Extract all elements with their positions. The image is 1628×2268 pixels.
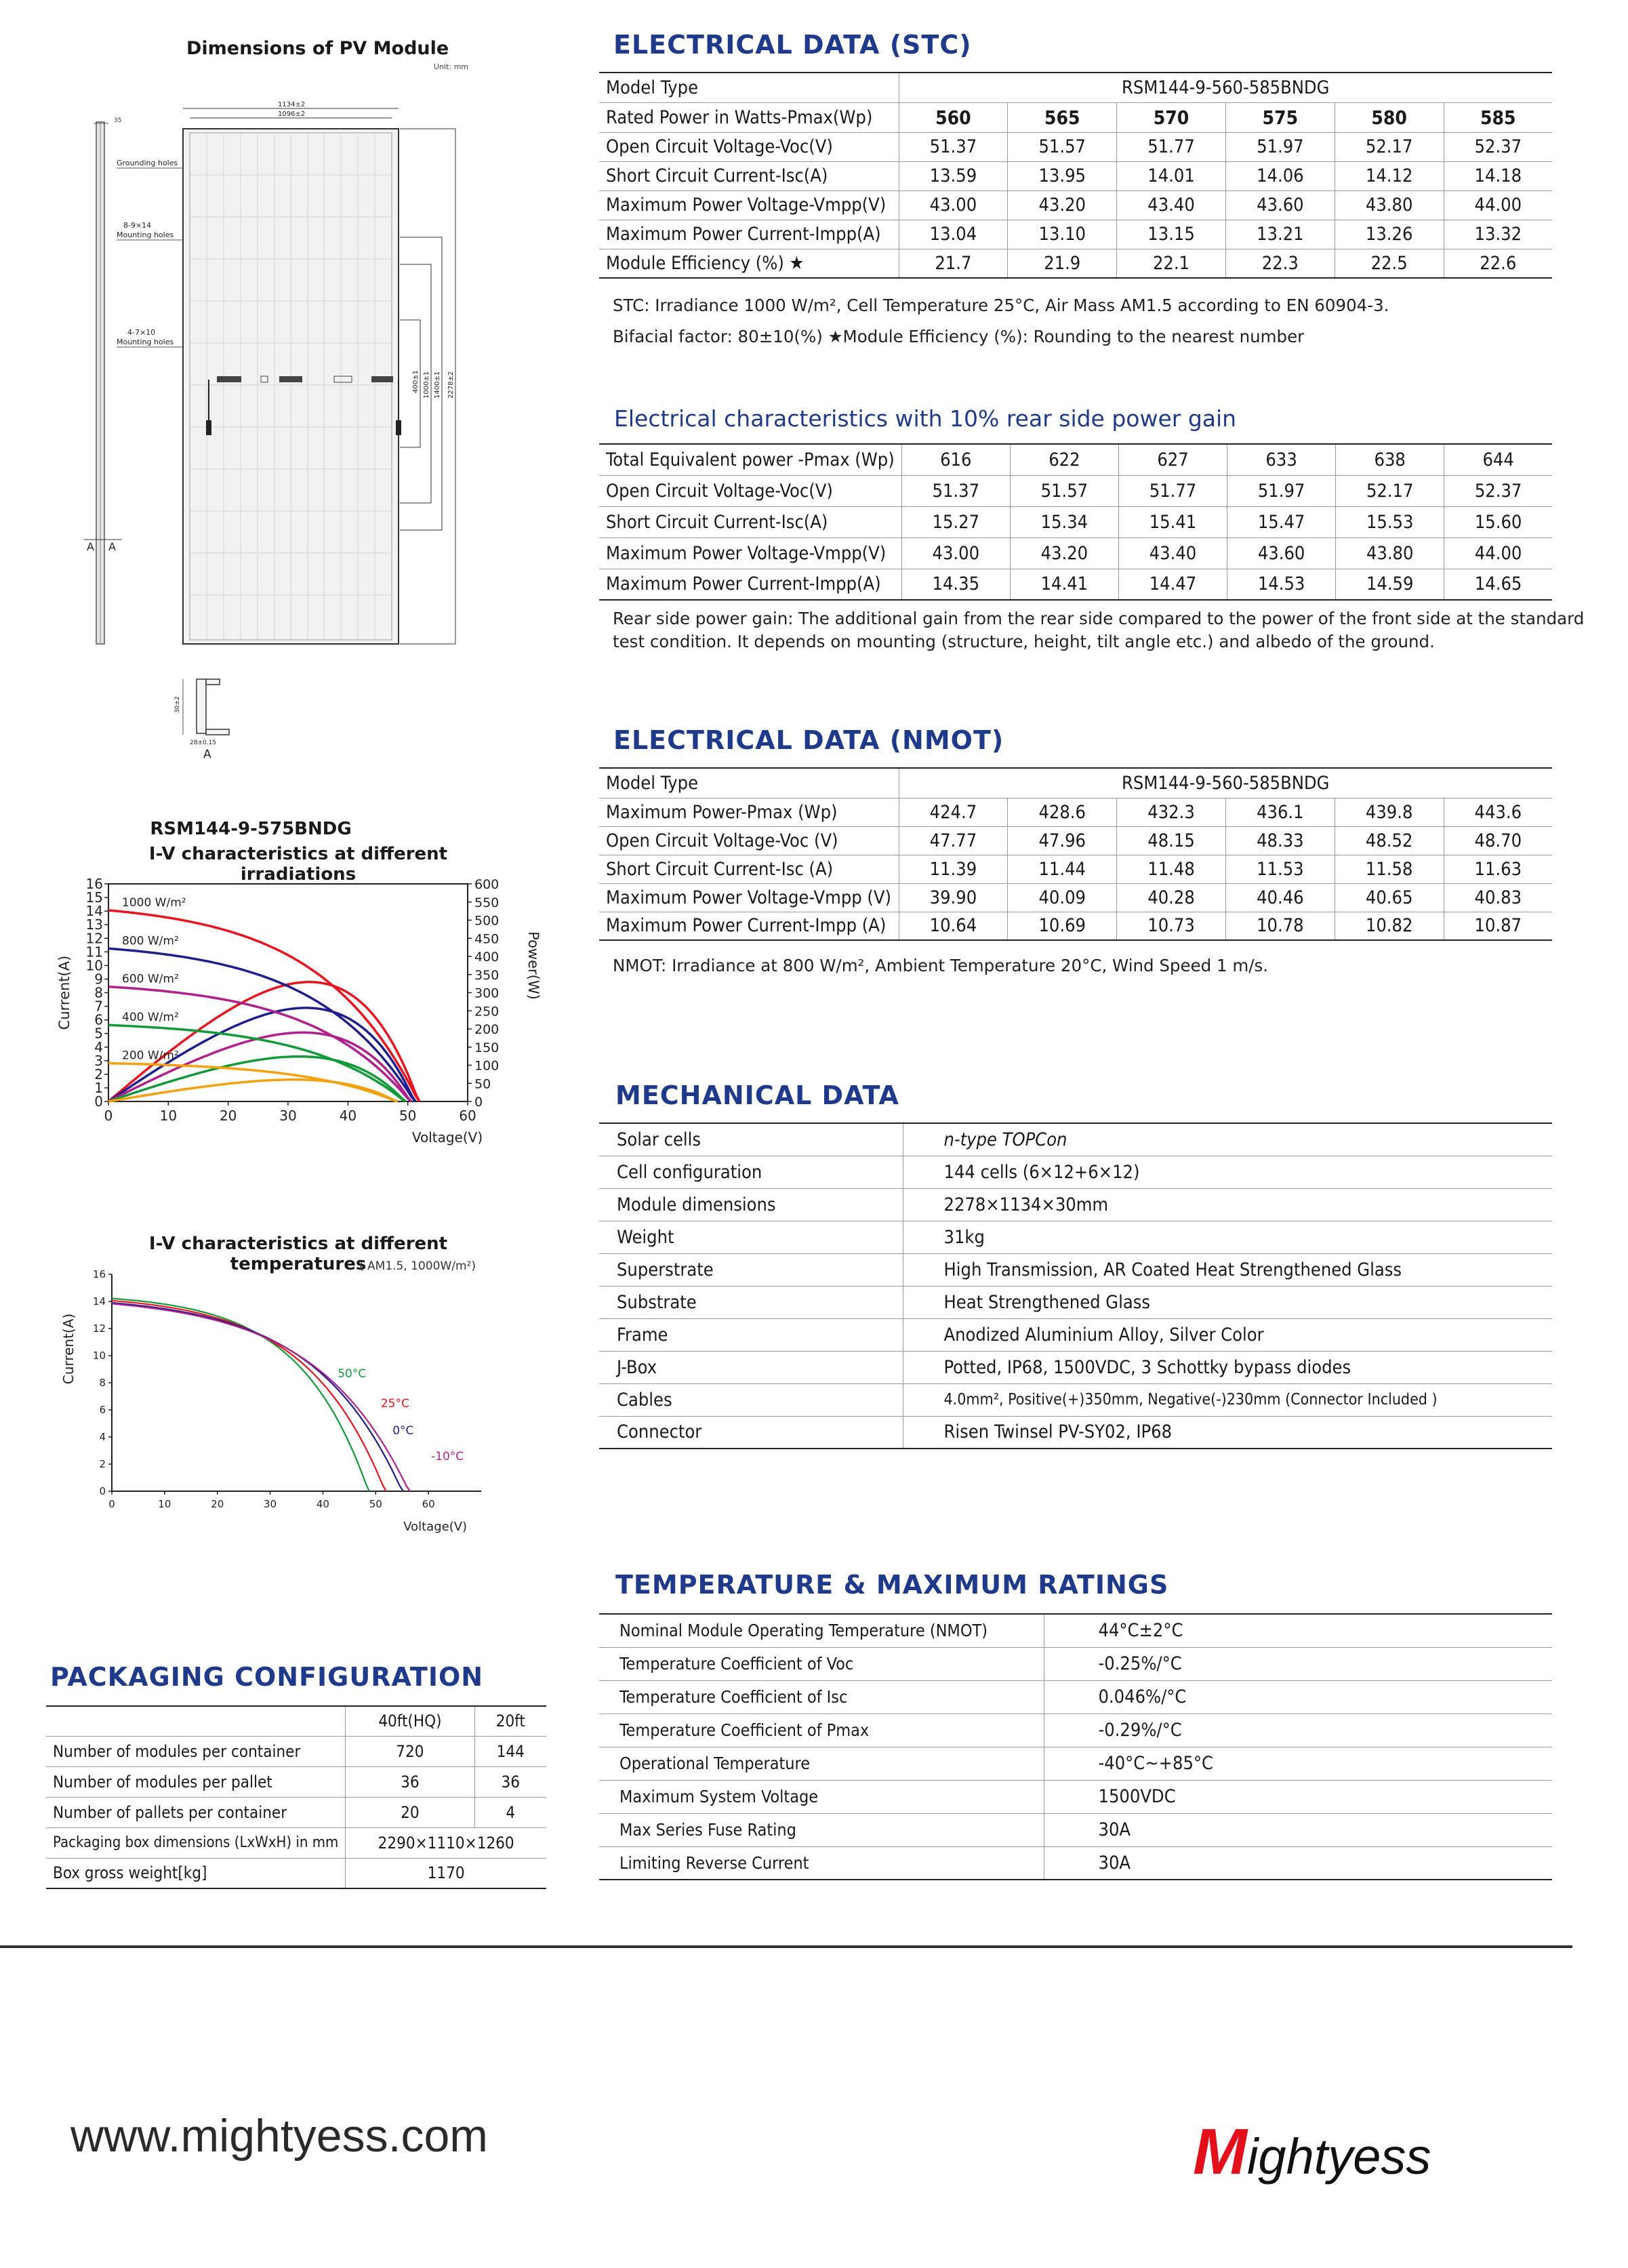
irr-y-tick-label: 10 <box>85 957 103 974</box>
mech-row-label: Cables <box>599 1383 903 1416</box>
brand-logo <box>1193 2115 1431 2189</box>
nmot-cell: 436.1 <box>1225 798 1335 826</box>
junction-box-center <box>279 376 302 382</box>
nmot-cell: 39.90 <box>899 883 1008 912</box>
stc-cell: 13.32 <box>1444 220 1552 249</box>
brand-logo-m: M <box>1193 2115 1247 2188</box>
packaging-cell-merged: 1170 <box>346 1858 546 1888</box>
packaging-cell: 36 <box>474 1766 546 1797</box>
frame-width-label: 35 <box>114 117 122 124</box>
stc-row-label: Maximum Power Voltage-Vmpp(V) <box>599 190 899 220</box>
packaging-cell: 144 <box>474 1736 546 1766</box>
nmot-cell: 11.63 <box>1444 855 1552 883</box>
mech-row-label: J-Box <box>599 1351 903 1383</box>
irr-x-tick-label: 40 <box>339 1108 357 1124</box>
mech-row-value: 4.0mm², Positive(+)350mm, Negative(-)230mm (Connector Included ) <box>903 1383 1552 1416</box>
temp-x-tick-label: 50 <box>369 1498 382 1510</box>
irr-y2-axis-label: Power(W) <box>525 931 542 1000</box>
irr-chart <box>54 868 542 1152</box>
detail-height-label: 30±2 <box>174 696 181 713</box>
stc-cell: 14.12 <box>1335 161 1444 190</box>
temp-chart <box>54 1261 529 1559</box>
mech-row-label: Module dimensions <box>599 1188 903 1221</box>
section-a-right: A <box>108 540 116 553</box>
stc-cell: 43.60 <box>1225 190 1335 220</box>
stc-cell: 51.77 <box>1117 132 1226 161</box>
nmot-cell: 439.8 <box>1335 798 1444 826</box>
stc-cell: 51.57 <box>1008 132 1117 161</box>
stc-row-label: Rated Power in Watts-Pmax(Wp) <box>599 102 899 132</box>
packaging-cell: 20 <box>346 1797 474 1827</box>
mounting-holes-2-size: 4-7×10 <box>127 328 156 337</box>
irr-chart-model: RSM144-9-575BNDG <box>150 819 352 839</box>
rear-cell: 14.65 <box>1444 569 1552 600</box>
footer-divider <box>0 1945 1572 1948</box>
junction-box-left <box>217 376 241 382</box>
stc-row-label: Module Efficiency (%) ★ <box>599 249 899 278</box>
rear-row-label: Open Circuit Voltage-Voc(V) <box>599 475 901 506</box>
stc-model-value: RSM144-9-560-585BNDG <box>899 73 1552 102</box>
temp-y-tick-label: 8 <box>99 1377 106 1389</box>
packaging-cell: 36 <box>346 1766 474 1797</box>
stc-cell: 13.26 <box>1335 220 1444 249</box>
stc-cell: 570 <box>1117 102 1226 132</box>
nmot-table <box>599 767 1552 941</box>
mech-row-value: Potted, IP68, 1500VDC, 3 Schottky bypass diodes <box>903 1351 1552 1383</box>
rear-cell: 15.27 <box>901 506 1010 538</box>
rear-cell: 616 <box>901 444 1010 475</box>
mech-row-label: Connector <box>599 1416 903 1449</box>
stc-cell: 52.17 <box>1335 132 1444 161</box>
brand-logo-text: ightyess <box>1246 2128 1431 2185</box>
stc-cell: 21.9 <box>1008 249 1117 278</box>
irr-y-tick-label: 16 <box>85 876 103 892</box>
nmot-row-label: Open Circuit Voltage-Voc (V) <box>599 826 899 855</box>
mounting-holes-1-label: Mounting holes <box>117 230 174 239</box>
rear-cell: 52.37 <box>1444 475 1552 506</box>
nmot-row-label: Short Circuit Current-Isc (A) <box>599 855 899 883</box>
mech-row-value: High Transmission, AR Coated Heat Strengthened Glass <box>903 1253 1552 1286</box>
irr-y-tick-label: 8 <box>94 984 103 1001</box>
module-dimension-drawing <box>81 95 502 759</box>
nmot-cell: 428.6 <box>1008 798 1117 826</box>
temp-row-value: 1500VDC <box>1044 1780 1552 1813</box>
temp-iv-curve <box>112 1303 403 1491</box>
stc-cell: 21.7 <box>899 249 1008 278</box>
irr-y2-tick-label: 50 <box>474 1076 491 1092</box>
temp-row-label: Temperature Coefficient of Voc <box>599 1647 1044 1680</box>
stc-row-label: Maximum Power Current-Impp(A) <box>599 220 899 249</box>
rear-note-2: test condition. It depends on mounting (structure, height, tilt angle etc.) and albedo of the ground. <box>613 632 1435 651</box>
stc-cell: 565 <box>1008 102 1117 132</box>
temperature-table <box>599 1613 1552 1880</box>
irr-y2-tick-label: 0 <box>474 1095 483 1110</box>
stc-cell: 43.40 <box>1117 190 1226 220</box>
temp-y-tick-label: 12 <box>92 1322 106 1335</box>
irr-y2-tick-label: 550 <box>474 895 500 910</box>
nmot-cell: 11.58 <box>1335 855 1444 883</box>
irr-y-axis-label: Current(A) <box>56 955 73 1030</box>
temp-series-label: 50°C <box>338 1367 367 1381</box>
irr-y2-tick-label: 250 <box>474 1004 500 1019</box>
packaging-title: PACKAGING CONFIGURATION <box>50 1662 484 1692</box>
packaging-header-40ft: 40ft(HQ) <box>346 1706 474 1736</box>
irr-y2-tick-label: 350 <box>474 967 500 983</box>
rear-cell: 43.80 <box>1336 538 1444 569</box>
irr-y2-tick-label: 600 <box>474 877 500 892</box>
temp-chart-title: I-V characteristics at different temperatures <box>148 1234 448 1274</box>
stc-cell: 43.80 <box>1335 190 1444 220</box>
nmot-note: NMOT: Irradiance at 800 W/m², Ambient Temperature 20°C, Wind Speed 1 m/s. <box>613 956 1269 975</box>
stc-cell: 52.37 <box>1444 132 1552 161</box>
temp-chart-subtitle: ( AM1.5, 1000W/m²) <box>359 1259 476 1273</box>
irr-x-tick-label: 30 <box>279 1108 297 1124</box>
irr-power-curve <box>108 1080 398 1101</box>
temp-row-value: -0.25%/°C <box>1044 1647 1552 1680</box>
irr-x-tick-label: 0 <box>104 1108 113 1124</box>
packaging-cell-merged: 2290×1110×1260 <box>346 1827 546 1858</box>
height-1400-label: 1400±1 <box>434 371 441 399</box>
stc-cell: 44.00 <box>1444 190 1552 220</box>
temp-row-label: Operational Temperature <box>599 1747 1044 1780</box>
stc-cell: 13.59 <box>899 161 1008 190</box>
nmot-cell: 40.09 <box>1008 883 1117 912</box>
nmot-cell: 10.82 <box>1335 912 1444 940</box>
irr-y-tick-label: 15 <box>85 889 103 906</box>
nmot-model-label: Model Type <box>599 768 899 798</box>
temp-row-label: Temperature Coefficient of Isc <box>599 1680 1044 1714</box>
temp-y-tick-label: 0 <box>99 1485 106 1497</box>
temp-row-label: Temperature Coefficient of Pmax <box>599 1714 1044 1747</box>
mech-row-value: Risen Twinsel PV-SY02, IP68 <box>903 1416 1552 1449</box>
nmot-cell: 40.28 <box>1117 883 1226 912</box>
stc-cell: 22.6 <box>1444 249 1552 278</box>
nmot-cell: 40.65 <box>1335 883 1444 912</box>
rear-gain-title: Electrical characteristics with 10% rear side power gain <box>614 405 1237 432</box>
rear-cell: 43.60 <box>1227 538 1336 569</box>
rear-cell: 43.00 <box>901 538 1010 569</box>
mechanical-title: MECHANICAL DATA <box>615 1080 899 1110</box>
rear-cell: 15.41 <box>1118 506 1227 538</box>
rear-cell: 638 <box>1336 444 1444 475</box>
rear-cell: 51.77 <box>1118 475 1227 506</box>
stc-cell: 43.00 <box>899 190 1008 220</box>
irr-series-label: 400 W/m² <box>122 1011 179 1025</box>
irr-y-tick-label: 14 <box>85 903 103 920</box>
irr-series-label: 800 W/m² <box>122 934 179 948</box>
temp-y-tick-label: 14 <box>92 1295 106 1308</box>
irr-y-tick-label: 9 <box>94 971 103 988</box>
mech-row-label: Superstrate <box>599 1253 903 1286</box>
nmot-cell: 48.15 <box>1117 826 1226 855</box>
rear-cell: 15.53 <box>1336 506 1444 538</box>
temp-y-tick-label: 10 <box>92 1350 106 1362</box>
nmot-cell: 11.44 <box>1008 855 1117 883</box>
stc-row-label: Short Circuit Current-Isc(A) <box>599 161 899 190</box>
rear-cell: 14.53 <box>1227 569 1336 600</box>
irr-x-tick-label: 60 <box>459 1108 476 1124</box>
irr-y2-tick-label: 300 <box>474 986 500 1001</box>
stc-cell: 14.18 <box>1444 161 1552 190</box>
packaging-row-label: Number of pallets per container <box>46 1797 346 1827</box>
temp-y-tick-label: 4 <box>99 1431 106 1443</box>
rear-cell: 627 <box>1118 444 1227 475</box>
rear-row-label: Maximum Power Voltage-Vmpp(V) <box>599 538 901 569</box>
footer-url[interactable]: www.mightyess.com <box>70 2110 488 2162</box>
stc-cell: 13.15 <box>1117 220 1226 249</box>
section-a-left: A <box>87 540 94 553</box>
rear-cell: 14.41 <box>1010 569 1118 600</box>
temp-row-label: Max Series Fuse Rating <box>599 1813 1044 1846</box>
mech-row-label: Cell configuration <box>599 1156 903 1188</box>
irr-y-tick-label: 12 <box>85 930 103 947</box>
packaging-header-20ft: 20ft <box>474 1706 546 1736</box>
stc-note-1: STC: Irradiance 1000 W/m², Cell Temperature 25°C, Air Mass AM1.5 according to EN 60904-3. <box>613 296 1389 315</box>
nmot-cell: 47.77 <box>899 826 1008 855</box>
mech-row-label: Weight <box>599 1221 903 1253</box>
irr-chart-title: I-V characteristics at different irradiations <box>148 844 448 885</box>
rear-row-label: Short Circuit Current-Isc(A) <box>599 506 901 538</box>
irr-y-tick-label: 1 <box>94 1079 103 1096</box>
packaging-cell: 4 <box>474 1797 546 1827</box>
height-1000-label: 1000±1 <box>423 371 430 399</box>
temp-iv-curve <box>112 1303 410 1491</box>
stc-cell: 13.21 <box>1225 220 1335 249</box>
temp-row-value: -40°C~+85°C <box>1044 1747 1552 1780</box>
temp-x-tick-label: 40 <box>316 1498 329 1510</box>
mech-row-value: Heat Strengthened Glass <box>903 1286 1552 1318</box>
height-400-label: 400±1 <box>412 370 420 393</box>
stc-cell: 585 <box>1444 102 1552 132</box>
detail-a-label: A <box>203 748 211 759</box>
rear-cell: 15.47 <box>1227 506 1336 538</box>
temp-row-value: 0.046%/°C <box>1044 1680 1552 1714</box>
mech-row-value: 2278×1134×30mm <box>903 1188 1552 1221</box>
dimensions-unit: Unit: mm <box>434 62 469 71</box>
irr-y2-tick-label: 500 <box>474 913 500 929</box>
temp-y-tick-label: 6 <box>99 1404 106 1416</box>
packaging-cell: 720 <box>346 1736 474 1766</box>
temp-y-axis-label: Current(A) <box>60 1313 77 1385</box>
irr-y-tick-label: 11 <box>85 944 103 960</box>
nmot-cell: 11.39 <box>899 855 1008 883</box>
temp-x-tick-label: 30 <box>264 1498 277 1510</box>
stc-cell: 14.06 <box>1225 161 1335 190</box>
mech-row-value: n-type TOPCon <box>903 1123 1552 1156</box>
nmot-model-value: RSM144-9-560-585BNDG <box>899 768 1552 798</box>
rear-cell: 622 <box>1010 444 1118 475</box>
irr-y-tick-label: 4 <box>94 1038 103 1055</box>
mech-row-label: Solar cells <box>599 1123 903 1156</box>
stc-cell: 22.3 <box>1225 249 1335 278</box>
stc-cell: 560 <box>899 102 1008 132</box>
rear-cell: 15.34 <box>1010 506 1118 538</box>
irr-x-tick-label: 20 <box>219 1108 237 1124</box>
dimensions-title: Dimensions of PV Module <box>186 38 449 59</box>
stc-title: ELECTRICAL DATA (STC) <box>613 30 972 60</box>
irr-series-label: 600 W/m² <box>122 972 179 986</box>
temp-y-tick-label: 16 <box>92 1268 106 1280</box>
packaging-row-label: Number of modules per container <box>46 1736 346 1766</box>
temperature-title: TEMPERATURE & MAXIMUM RATINGS <box>615 1570 1169 1600</box>
mech-row-value: 31kg <box>903 1221 1552 1253</box>
nmot-cell: 424.7 <box>899 798 1008 826</box>
nmot-cell: 10.69 <box>1008 912 1117 940</box>
irr-y2-tick-label: 200 <box>474 1022 500 1037</box>
mech-row-value: 144 cells (6×12+6×12) <box>903 1156 1552 1188</box>
nmot-cell: 48.52 <box>1335 826 1444 855</box>
stc-model-label: Model Type <box>599 73 899 102</box>
rear-cell: 51.97 <box>1227 475 1336 506</box>
rear-cell: 14.35 <box>901 569 1010 600</box>
nmot-cell: 10.87 <box>1444 912 1552 940</box>
nmot-row-label: Maximum Power Current-Impp (A) <box>599 912 899 940</box>
stc-cell: 580 <box>1335 102 1444 132</box>
stc-cell: 575 <box>1225 102 1335 132</box>
temp-row-label: Maximum System Voltage <box>599 1780 1044 1813</box>
width-inner-label: 1096±2 <box>278 110 306 118</box>
rear-cell: 52.17 <box>1336 475 1444 506</box>
temp-x-tick-label: 60 <box>422 1498 435 1510</box>
mech-row-label: Substrate <box>599 1286 903 1318</box>
nmot-cell: 10.78 <box>1225 912 1335 940</box>
rear-cell: 633 <box>1227 444 1336 475</box>
nmot-cell: 11.48 <box>1117 855 1226 883</box>
stc-cell: 13.04 <box>899 220 1008 249</box>
stc-cell: 13.95 <box>1008 161 1117 190</box>
rear-cell: 43.20 <box>1010 538 1118 569</box>
nmot-cell: 48.70 <box>1444 826 1552 855</box>
nmot-cell: 48.33 <box>1225 826 1335 855</box>
temp-x-tick-label: 10 <box>158 1498 171 1510</box>
grounding-holes-label: Grounding holes <box>117 159 178 167</box>
irr-y2-tick-label: 150 <box>474 1040 500 1055</box>
stc-cell: 22.5 <box>1335 249 1444 278</box>
irr-y2-tick-label: 400 <box>474 950 500 965</box>
packaging-table <box>46 1705 546 1889</box>
stc-cell: 13.10 <box>1008 220 1117 249</box>
packaging-row-label: Packaging box dimensions (LxWxH) in mm <box>46 1827 346 1858</box>
rear-cell: 43.40 <box>1118 538 1227 569</box>
nmot-row-label: Maximum Power Voltage-Vmpp (V) <box>599 883 899 912</box>
irr-y-tick-label: 13 <box>85 916 103 933</box>
irr-x-tick-label: 10 <box>159 1108 178 1124</box>
nmot-title: ELECTRICAL DATA (NMOT) <box>613 725 1004 755</box>
irr-x-axis-label: Voltage(V) <box>411 1129 483 1146</box>
nmot-cell: 432.3 <box>1117 798 1226 826</box>
irr-iv-curve <box>108 987 411 1101</box>
stc-cell: 51.37 <box>899 132 1008 161</box>
mounting-holes-1-size: 8-9×14 <box>123 221 152 230</box>
irr-y2-tick-label: 100 <box>474 1058 500 1074</box>
mechanical-table <box>599 1122 1552 1449</box>
temp-x-tick-label: 0 <box>108 1498 115 1510</box>
mech-row-label: Frame <box>599 1318 903 1351</box>
detail-width-label: 28±0.15 <box>190 740 217 746</box>
temp-row-label: Limiting Reverse Current <box>599 1846 1044 1880</box>
stc-cell: 22.1 <box>1117 249 1226 278</box>
rear-cell: 51.37 <box>901 475 1010 506</box>
stc-note-2: Bifacial factor: 80±10(%) ★Module Efficiency (%): Rounding to the nearest number <box>613 327 1305 346</box>
nmot-cell: 443.6 <box>1444 798 1552 826</box>
temp-series-label: -10°C <box>431 1450 464 1463</box>
rear-cell: 14.47 <box>1118 569 1227 600</box>
stc-row-label: Open Circuit Voltage-Voc(V) <box>599 132 899 161</box>
rear-cell: 44.00 <box>1444 538 1552 569</box>
rear-row-label: Total Equivalent power -Pmax (Wp) <box>599 444 901 475</box>
nmot-cell: 10.73 <box>1117 912 1226 940</box>
temp-series-label: 25°C <box>380 1397 409 1411</box>
irr-y2-tick-label: 450 <box>474 931 500 947</box>
mounting-holes-2-label: Mounting holes <box>117 338 174 346</box>
nmot-row-label: Maximum Power-Pmax (Wp) <box>599 798 899 826</box>
irr-y-tick-label: 0 <box>94 1093 103 1110</box>
packaging-row-label: Box gross weight[kg] <box>46 1858 346 1888</box>
height-2278-label: 2278±2 <box>447 371 455 399</box>
nmot-cell: 47.96 <box>1008 826 1117 855</box>
irr-y-tick-label: 5 <box>94 1025 103 1042</box>
frame-detail-a <box>197 679 229 735</box>
temp-row-value: -0.29%/°C <box>1044 1714 1552 1747</box>
rear-cell: 51.57 <box>1010 475 1118 506</box>
irr-series-label: 200 W/m² <box>122 1049 179 1063</box>
rear-cell: 14.59 <box>1336 569 1444 600</box>
irr-series-label: 1000 W/m² <box>122 895 186 910</box>
temp-row-value: 30A <box>1044 1846 1552 1880</box>
rear-cell: 15.60 <box>1444 506 1552 538</box>
nmot-cell: 11.53 <box>1225 855 1335 883</box>
nmot-cell: 40.83 <box>1444 883 1552 912</box>
temp-x-tick-label: 20 <box>211 1498 224 1510</box>
nmot-cell: 40.46 <box>1225 883 1335 912</box>
rear-row-label: Maximum Power Current-Impp(A) <box>599 569 901 600</box>
rear-note-1: Rear side power gain: The additional gain from the rear side compared to the power of the front side at the standard <box>613 609 1585 628</box>
irr-x-tick-label: 50 <box>399 1108 417 1124</box>
stc-table <box>599 72 1552 279</box>
temp-series-label: 0°C <box>392 1424 414 1438</box>
irr-y-tick-label: 7 <box>94 998 103 1015</box>
irr-y-tick-label: 3 <box>94 1052 103 1069</box>
temp-x-axis-label: Voltage(V) <box>403 1520 468 1534</box>
nmot-cell: 10.64 <box>899 912 1008 940</box>
stc-cell: 14.01 <box>1117 161 1226 190</box>
junction-box-right <box>371 376 393 382</box>
temp-y-tick-label: 2 <box>99 1458 106 1470</box>
packaging-row-label: Number of modules per pallet <box>46 1766 346 1797</box>
irr-y-tick-label: 2 <box>94 1066 103 1082</box>
stc-cell: 51.97 <box>1225 132 1335 161</box>
rear-cell: 644 <box>1444 444 1552 475</box>
mech-row-value: Anodized Aluminium Alloy, Silver Color <box>903 1318 1552 1351</box>
width-outer-label: 1134±2 <box>278 101 306 108</box>
temp-row-value: 44°C±2°C <box>1044 1614 1552 1647</box>
temp-row-value: 30A <box>1044 1813 1552 1846</box>
rear-gain-table <box>599 443 1552 601</box>
irr-y-tick-label: 6 <box>94 1011 103 1028</box>
temp-row-label: Nominal Module Operating Temperature (NMOT) <box>599 1614 1044 1647</box>
irr-power-curve <box>108 982 420 1101</box>
stc-cell: 43.20 <box>1008 190 1117 220</box>
